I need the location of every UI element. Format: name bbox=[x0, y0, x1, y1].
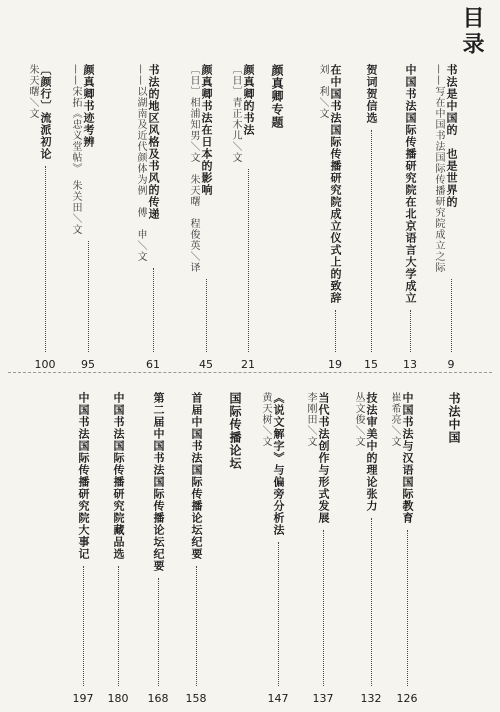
page-number: 61 bbox=[146, 358, 160, 371]
toc-entry bbox=[190, 392, 203, 560]
page-number: 147 bbox=[267, 692, 289, 705]
entry-title: 颜真卿书法在日本的影响 bbox=[200, 64, 213, 196]
toc-entry bbox=[229, 64, 255, 163]
dot-leader bbox=[407, 530, 408, 686]
page-title: 目录 bbox=[459, 6, 485, 58]
page-number: 19 bbox=[328, 358, 342, 371]
entry-title: 中国书法国际传播研究院藏品选 bbox=[112, 392, 125, 560]
dot-leader bbox=[118, 566, 119, 686]
dot-leader bbox=[45, 166, 46, 352]
page-number: 180 bbox=[107, 692, 129, 705]
page-number: 95 bbox=[81, 358, 95, 371]
entry-title: 中国书法国际传播研究院在北京语言大学成立 bbox=[404, 64, 417, 304]
entry-title: 书法是中国的 也是世界的 bbox=[445, 64, 458, 208]
entry-subtitle: ——宋拓《忠义堂帖》 朱关田＼文 bbox=[70, 64, 81, 235]
page-number: 21 bbox=[241, 358, 255, 371]
toc-entry bbox=[365, 64, 378, 124]
entry-title: 国际传播论坛 bbox=[228, 392, 242, 470]
entry-author: 丛文俊＼文 bbox=[353, 392, 364, 447]
section-heading bbox=[228, 392, 241, 470]
dot-leader bbox=[88, 241, 89, 352]
page-number: 13 bbox=[403, 358, 417, 371]
toc-entry bbox=[112, 392, 125, 560]
toc-entry bbox=[77, 392, 90, 560]
dot-leader bbox=[323, 530, 324, 686]
entry-title: 当代书法创作与形式发展 bbox=[317, 392, 330, 524]
toc-entry bbox=[352, 392, 378, 512]
entry-title: 第二届中国书法国际传播论坛纪要 bbox=[152, 392, 165, 572]
page-number: 9 bbox=[447, 358, 455, 371]
page-number: 137 bbox=[312, 692, 334, 705]
entry-author: 〔日〕相浦知男＼文 朱天曙 程俊英＼译 bbox=[188, 64, 199, 273]
page-number: 45 bbox=[199, 358, 213, 371]
entry-subtitle: ——以湖南及近代颜体为例 傅 申＼文 bbox=[135, 64, 146, 262]
entry-subtitle: ——写在中国书法国际传播研究院成立之际 bbox=[433, 64, 444, 273]
entry-title: 〔颜行〕流派初论 bbox=[39, 64, 52, 160]
dot-leader bbox=[248, 169, 249, 352]
entry-title: 首届中国书法国际传播论坛纪要 bbox=[190, 392, 203, 560]
entry-title: 颜真卿书迹考辨 bbox=[82, 64, 95, 148]
dot-leader bbox=[196, 566, 197, 686]
toc-entry bbox=[187, 64, 213, 273]
entry-title: 技法审美中的理论张力 bbox=[365, 392, 378, 512]
dot-leader bbox=[451, 279, 452, 352]
toc-entry bbox=[388, 392, 414, 524]
entry-title: 中国书法与汉语国际教育 bbox=[401, 392, 414, 524]
dot-leader bbox=[371, 130, 372, 352]
page-number: 100 bbox=[34, 358, 56, 371]
dot-leader bbox=[371, 518, 372, 686]
dot-leader bbox=[158, 578, 159, 686]
toc-entry bbox=[69, 64, 95, 235]
toc-entry bbox=[26, 64, 52, 160]
dot-leader bbox=[278, 542, 279, 686]
entry-author: 朱天曙＼文 bbox=[27, 64, 38, 119]
page-number: 15 bbox=[364, 358, 378, 371]
toc-entry bbox=[304, 392, 330, 524]
entry-title: 书法中国 bbox=[447, 392, 461, 444]
page-number: 168 bbox=[147, 692, 169, 705]
page-number: 126 bbox=[396, 692, 418, 705]
entry-title: 在中国书法国际传播研究院成立仪式上的致辞 bbox=[329, 64, 342, 304]
toc-entry bbox=[432, 64, 458, 273]
entry-title: 《说文解字》与偏旁分析法 bbox=[272, 392, 285, 536]
toc-entry bbox=[404, 64, 417, 304]
entry-title: 中国书法国际传播研究院大事记 bbox=[77, 392, 90, 560]
dot-leader bbox=[335, 310, 336, 352]
entry-title: 书法的地区风格及书风的传递 bbox=[147, 64, 160, 220]
entry-title: 贺词贺信选 bbox=[365, 64, 378, 124]
page-number: 132 bbox=[360, 692, 382, 705]
entry-author: 黄天树＼文 bbox=[260, 392, 271, 447]
dot-leader bbox=[410, 310, 411, 352]
page-number: 197 bbox=[72, 692, 94, 705]
section-heading bbox=[270, 64, 283, 129]
toc-entry bbox=[134, 64, 160, 262]
entry-title: 颜真卿专题 bbox=[270, 64, 284, 129]
entry-author: 李刚田＼文 bbox=[305, 392, 316, 447]
section-heading bbox=[447, 392, 460, 444]
entry-author: 刘 利＼文 bbox=[317, 64, 328, 119]
toc-entry bbox=[316, 64, 342, 304]
dot-leader bbox=[206, 279, 207, 352]
dot-leader bbox=[153, 268, 154, 352]
toc-entry bbox=[152, 392, 165, 572]
entry-author: 〔日〕青正木儿＼文 bbox=[230, 64, 241, 163]
entry-title: 颜真卿的书法 bbox=[242, 64, 255, 136]
dot-leader bbox=[83, 566, 84, 686]
page-number: 158 bbox=[185, 692, 207, 705]
toc-entry bbox=[259, 392, 285, 536]
entry-author: 崔希亮＼文 bbox=[389, 392, 400, 447]
